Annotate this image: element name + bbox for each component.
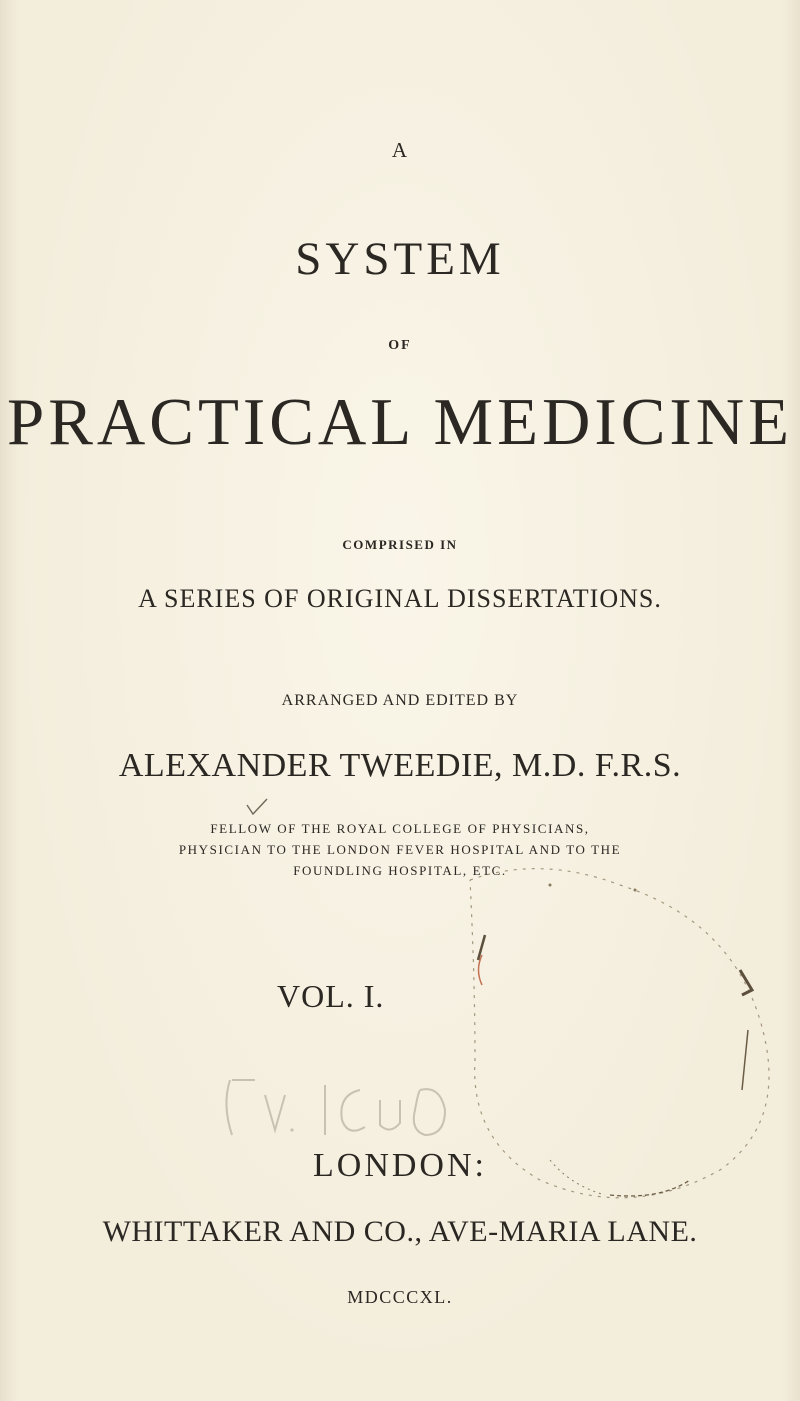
title-article: A	[391, 138, 409, 162]
title-line-practical-medicine: PRACTICAL MEDICINE	[6, 385, 794, 459]
imprint-place: LONDON:	[313, 1147, 487, 1184]
editor-credentials	[0, 818, 800, 881]
editor-name: ALEXANDER TWEEDIE, M.D. F.R.S.	[118, 747, 682, 784]
pencil-check-mark-icon	[245, 797, 269, 817]
subtitle-series: A SERIES OF ORIGINAL DISSERTATIONS.	[138, 584, 662, 613]
credential-line: PHYSICIAN TO THE LONDON FEVER HOSPITAL AND TO THE	[178, 842, 622, 857]
credential-line: FELLOW OF THE ROYAL COLLEGE OF PHYSICIANS,	[210, 821, 590, 836]
arranged-by-label: ARRANGED AND EDITED BY	[281, 692, 519, 709]
imprint-date: MDCCCXL.	[347, 1287, 453, 1307]
imprint-publisher: WHITTAKER AND CO., AVE-MARIA LANE.	[102, 1215, 698, 1248]
comprised-in-label: COMPRISED IN	[342, 537, 458, 552]
volume-label: VOL. I.	[277, 978, 385, 1014]
faint-pencil-shelfmark-icon	[220, 1065, 460, 1155]
title-line-system: SYSTEM	[295, 233, 505, 285]
title-connector: OF	[388, 338, 412, 353]
credential-line: FOUNDLING HOSPITAL, ETC.	[293, 863, 507, 878]
